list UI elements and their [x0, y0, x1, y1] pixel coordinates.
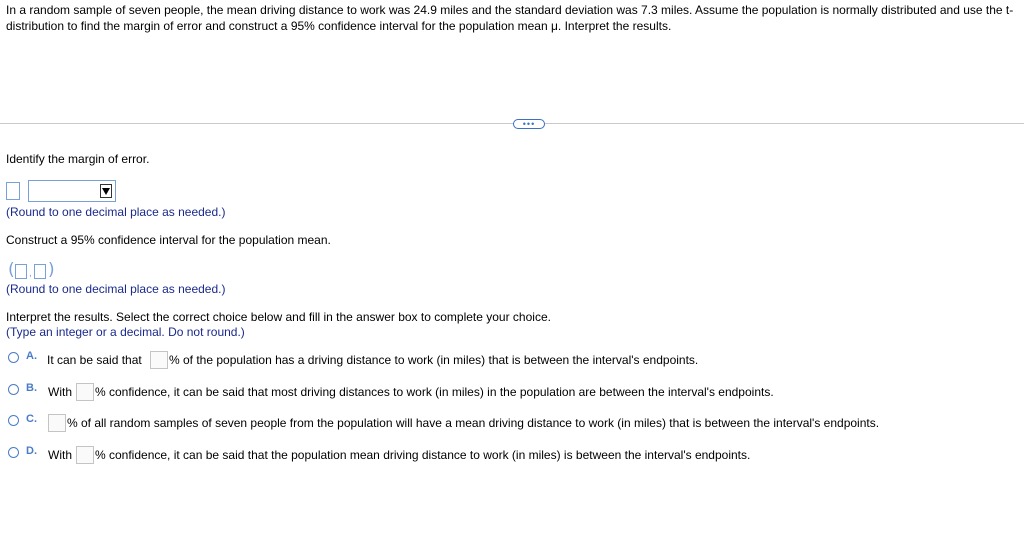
- option-c-letter: C.: [26, 413, 37, 425]
- option-a-radio[interactable]: [8, 352, 19, 363]
- confidence-interval-inputs: [8, 262, 56, 280]
- margin-of-error-prompt: Identify the margin of error.: [6, 152, 150, 166]
- chevron-down-icon: [100, 184, 112, 198]
- option-d-input[interactable]: [76, 446, 94, 464]
- option-c-text-after: % of all random samples of seven people from the population will have a mean driving distance to work (in miles) that is between the interval's endpoints.: [67, 416, 880, 430]
- option-a-text-before: It can be said that: [47, 353, 142, 367]
- option-a-input[interactable]: [150, 351, 168, 369]
- close-paren: ): [48, 260, 55, 280]
- option-b-input[interactable]: [76, 383, 94, 401]
- open-paren: (: [8, 260, 15, 280]
- option-a[interactable]: [0, 350, 1024, 370]
- option-d-radio[interactable]: [8, 447, 19, 458]
- interpret-prompt: Interpret the results. Select the correct choice below and fill in the answer box to complete your choice.: [6, 310, 551, 324]
- confidence-interval-prompt: Construct a 95% confidence interval for the population mean.: [6, 233, 331, 247]
- option-d-text-before: With: [48, 448, 72, 462]
- option-b-letter: B.: [26, 382, 37, 394]
- option-b[interactable]: [0, 382, 1024, 402]
- option-d[interactable]: [0, 445, 1024, 465]
- option-a-text-after: % of the population has a driving distance to work (in miles) that is between the interval's endpoints.: [169, 353, 699, 367]
- rounding-hint-2: (Round to one decimal place as needed.): [6, 282, 226, 296]
- option-c[interactable]: [0, 413, 1024, 433]
- margin-of-error-dropdown[interactable]: [28, 180, 116, 202]
- divider: [0, 123, 1024, 124]
- interval-separator: ,: [29, 268, 32, 279]
- option-b-text-after: % confidence, it can be said that most driving distances to work (in miles) in the population are between the interval's endpoints.: [95, 385, 774, 399]
- option-a-letter: A.: [26, 350, 37, 362]
- option-b-text-before: With: [48, 385, 72, 399]
- rounding-hint-1: (Round to one decimal place as needed.): [6, 205, 226, 219]
- option-c-input[interactable]: [48, 414, 66, 432]
- option-d-letter: D.: [26, 445, 37, 457]
- more-button[interactable]: •••: [513, 119, 545, 129]
- question-text: In a random sample of seven people, the mean driving distance to work was 24.9 miles and the standard deviation was 7.3 miles. Assume the population is normally distributed and use the t-distribution to find the margin of error and construct a 95% confidence interval for the population mean μ. Interpret the results.: [6, 3, 1014, 33]
- interval-upper-input[interactable]: [34, 264, 46, 279]
- option-b-radio[interactable]: [8, 384, 19, 395]
- type-hint: (Type an integer or a decimal. Do not round.): [6, 325, 245, 339]
- option-d-text-after: % confidence, it can be said that the population mean driving distance to work (in miles) is between the interval's endpoints.: [95, 448, 751, 462]
- option-c-radio[interactable]: [8, 415, 19, 426]
- margin-of-error-input[interactable]: [6, 182, 20, 200]
- interval-lower-input[interactable]: [15, 264, 27, 279]
